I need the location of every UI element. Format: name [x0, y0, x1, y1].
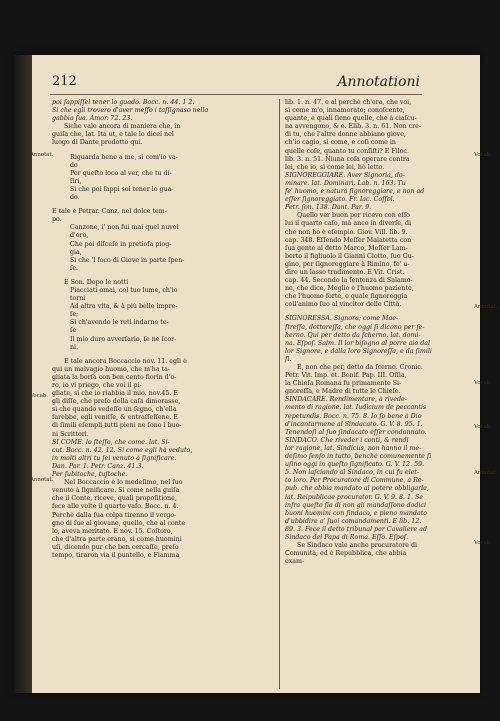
text-line: mento di ragione. lat. Iudicium de peccantis — [285, 404, 427, 412]
text-line: deſimo ſenſo in tutto, benchè comunemente ſi — [285, 453, 432, 461]
text-line: qui un malvagio huomo, che m'ha ta- — [52, 365, 171, 373]
text-line: berto il figliuolo il Gianni Ciotto, ſuo Gu- — [285, 252, 414, 260]
text-line: E tale ancora Boccaccio nov. 11. egli è — [64, 357, 187, 365]
text-line: guiſa che, lat. Ita ut, e tale lo diceí nel — [52, 131, 174, 139]
text-line: che non ho è eſempio. Giov. Vill. lib. 9. — [285, 228, 408, 236]
text-line: lat. Reipublicae procurator. G. V. 9. 8. 1. Se — [285, 493, 424, 501]
text-line: Quello ver buon per ricevo con eſſo — [297, 212, 410, 220]
text-line: ſe — [70, 327, 77, 335]
text-line: torni — [70, 295, 86, 303]
text-line: gliata la borſa con ben cento fiorin d'o- — [52, 373, 177, 381]
text-line: minare. lat. Dominari. Lab. n. 163. Tu — [285, 179, 406, 187]
text-line: gli diſſe, che preſo della caſa dimorasse, — [52, 398, 181, 406]
margin-note: Annotat. — [474, 304, 498, 310]
text-line: repetundis. Bocc. n. 75. 8. Io ſo bene à Dio — [285, 412, 422, 420]
text-line: SI COME. lo ſteſſo, che come. lat. Si- — [52, 438, 170, 446]
text-line: sì che quando vedeſſe un ſegno, ch'ella — [52, 406, 177, 414]
text-line: Riguarda bene a me, sì com'io va- — [70, 153, 178, 161]
text-line: farebbe, egli veniſſe, & entraſſeſſene. E — [52, 414, 178, 422]
text-line: che il Conte, riceve, quali propoſitione, — [52, 495, 177, 503]
margin-note: Vocab. — [474, 380, 493, 386]
text-line: ne, che dice, Meglio è l'huomo paziente, — [285, 285, 414, 293]
text-line: d'ubbidire a' ſuoi comandamenti. E lib. 12. — [285, 517, 422, 525]
text-line: ſe' huomo, e natura ſignoreggiare, e non ad — [285, 188, 425, 196]
text-line: di tu, che l'altre donne abbiano giove, — [285, 131, 406, 139]
text-line: Sì che 'l foco di Giove in parte ſpen- — [70, 256, 185, 264]
text-line: lib. 1. n. 47. e al perchè ch'era, che voi, — [285, 99, 412, 106]
text-line: quelle coſe, quanto tu conſiſti? E Filoc. — [285, 147, 410, 155]
text-line: Sì ch'avendo le reti indarno te- — [70, 319, 169, 327]
text-line: fece alle volte il quarto vaſo. Bocc. n. 4. — [52, 503, 179, 511]
text-line: lo, aveva meritato. E nov. 15. Coſtoro, — [52, 527, 173, 535]
text-line: lui il quarto caſo, mà anco in diverſe, di — [285, 220, 412, 228]
text-line: eſſer ſignoreggiato. Fr. Iac. Coſſol. — [285, 196, 395, 204]
text-line: ro, io vi priego, che voi il pi- — [52, 382, 142, 389]
page-binding-edge — [14, 55, 32, 693]
margin-note: Vocab. — [474, 152, 493, 158]
text-line: Petr. ſon. 138. Dant. Par. 9. — [285, 204, 372, 212]
text-line: Ad altra vita, & à più belle impre- — [70, 303, 178, 311]
text-line: ſe. — [70, 264, 79, 272]
text-line: buoni huomini con ſindaco, e pieno mandato — [285, 509, 428, 517]
text-line: do. — [70, 194, 80, 202]
text-line: Comunità, ed è Repubblica, che abbia — [285, 550, 407, 558]
running-header — [52, 74, 420, 94]
text-line: gabbia ſua. Amor. 72. 23. — [52, 115, 133, 123]
text-line: gno di ſue al giovane, quello, che al conte — [52, 519, 186, 527]
running-title: Annotationi — [337, 74, 420, 90]
text-line: sì come m'o, innamorato; conoſcente, — [285, 107, 405, 115]
margin-note: Vocab. — [474, 540, 493, 546]
text-line: Dan. Par. 1. Petr. Canz. 41.3. — [52, 462, 144, 470]
text-line: Tenendoſi al ſuo ſindacato eſſer condannato. — [285, 428, 427, 436]
text-line: pub. che abbia mandato al potere obbligarle, — [285, 485, 429, 493]
text-line: ni Scrittori. — [52, 430, 89, 438]
text-line: gia, — [70, 248, 82, 256]
margin-note: Vocab. — [30, 393, 49, 399]
text-line: quante, e quali ſieno quelle, che à ciaſcu- — [285, 115, 417, 123]
text-line: ni. — [70, 343, 79, 351]
text-line: cap. 44. Secondo la ſentenza di Salamo- — [285, 277, 413, 285]
text-line: Per ſubitoche, tuſtoche. — [52, 471, 128, 479]
margin-note: Vocab. — [474, 424, 493, 430]
text-line: E tale è Petrar. Canz. nel dolce tem- — [52, 208, 167, 216]
text-line: venuto à ſignificare. Sì come nella guiſa — [52, 487, 180, 495]
header-rule — [50, 94, 422, 95]
text-line: Il mio duro avverſario, ſe ne ſcor- — [70, 335, 177, 343]
right-text-column — [285, 99, 473, 689]
text-line: na. Eſpoſ. Salm. Il lor biſogno al porre aio dal — [285, 339, 431, 347]
text-line: Sì che poi ſappi sol tener lo gua- — [70, 185, 174, 193]
text-line: ſua gente al detto Marco, Meſſer Lam- — [285, 244, 408, 252]
column-divider — [279, 99, 280, 689]
text-line: Canzone, i' non fui mai quel nuvol — [70, 224, 179, 232]
text-line: dire un lasso tradimento. E Vit. Crist. — [285, 268, 405, 276]
text-line: Petr. Vit. Imp. et. Bonif. Pap. III. Oſſia, — [285, 372, 407, 380]
text-line: poi ſappiſſel tener lo guado. Bocc. n. 44. 1 2. — [52, 99, 195, 106]
margin-note: Annotat. — [30, 152, 54, 158]
text-line: gnoreſſa, e Madre di tutte le Chieſe. — [285, 388, 401, 396]
text-line: lei, che io, sì come lei, hò letto. — [285, 163, 385, 171]
text-line: na avvengono, & e. Elib. 3. n. 61. Non cre- — [285, 123, 421, 131]
text-line: ch'io cagio, sì come, e coſi come in — [285, 139, 396, 147]
text-line: luogo di Dante prodotto qui. — [52, 139, 143, 147]
text-line: E Son. Dopo le notti — [64, 278, 129, 286]
text-line: herno. Qui per detto da ſcherno. lat. domi- — [285, 331, 421, 339]
text-line: Nel Boccaccio è lo medeſimo, nel ſuo — [64, 479, 183, 487]
text-line: Siche vale ancora di maniera che, in — [64, 123, 181, 131]
text-line: Se Sindaco vale anche procuratore di — [297, 542, 417, 550]
text-line: Si che egli trovero d'aver meſſo i taſſignaso nella — [52, 107, 209, 115]
text-line: lib. 3. n. 51. Niuna coſa operare contra — [285, 155, 410, 163]
text-line: coll'animo ſuo al vincitor delle Città. — [285, 301, 402, 309]
text-line: exam- — [285, 558, 305, 566]
text-line: in molti altri tu ſei venuto à ſignificare. — [52, 454, 177, 462]
text-line: Perchè dalla ſua colpa tirenno il vergo- — [52, 511, 177, 519]
text-line: ſi. — [285, 355, 292, 363]
text-line: cap. 348. Eſſendo Meſſer Malatetta con — [285, 236, 412, 244]
text-line: to loro. Per Procuratore di Commune, à Re- — [285, 477, 424, 485]
text-line: gliate, sì che io riabbia il mio. nov.45. E — [52, 390, 179, 398]
text-line: Piacciati omai, col tuo lume, ch'io — [70, 286, 178, 294]
text-line: uſi, dicendo pur che ben cercaſſe, preſo — [52, 543, 179, 551]
margin-note: Annotat. — [30, 477, 54, 483]
text-line: di ſimili eſempli tutti pieni ne ſono i buo- — [52, 422, 182, 430]
text-line: d'oro, — [70, 232, 89, 240]
text-line: Che poi diſceſe in pretioſa piog- — [70, 240, 172, 248]
text-line: che d'altra parte erano, si come huomini — [52, 535, 182, 543]
text-line: la Chieſa Romana fu primamente Si- — [285, 380, 402, 388]
text-line: 89. 3. Fece il detto tribunal per Cavaliere ad — [285, 525, 428, 533]
text-line: che l'huomo forte, e quale ſignoreggia — [285, 293, 408, 301]
text-line: Sindaco del Papa di Roma. Eſſo. Eſpoſ. — [285, 533, 409, 541]
text-line: d'incantarmene al Sindacato. G. V. 8. 95. 1. — [285, 420, 423, 428]
text-line: SIGNORESSA. Signora; come Mae- — [285, 315, 399, 323]
text-line: ſtreſſa, dottoreſſa, che oggi ſi dicono per ſe- — [285, 323, 425, 331]
text-line: ſiri, — [70, 177, 82, 185]
text-line: SIGNOREGGIARE. Aver Signoria, do- — [285, 171, 405, 179]
text-line: do — [70, 161, 78, 169]
left-text-column — [52, 99, 240, 689]
text-line: tempo, tiraron via il puntello, e Fiamma — [52, 551, 180, 559]
text-line: cut. Bocc. n. 42. 12. Sì come egli hà veduto, — [52, 446, 193, 454]
text-line: lor ragione, lat. Sindicus, non hanno il me- — [285, 444, 422, 452]
text-line: 5. Non laſciando al Sindaco, in cui fu elet- — [285, 469, 420, 477]
text-line: infra queſto ſia di non gli mandaſſono dodici — [285, 501, 427, 509]
text-line: gino, per ſignoreggiare à Rimino, fe' u- — [285, 260, 410, 268]
text-line: SINDACARE. Rendimentare, à rivede- — [285, 396, 407, 404]
page-number: 212 — [52, 74, 77, 89]
text-line: lor Signore, e dalla loro Signoreſſa, e da ſimili — [285, 347, 432, 355]
text-line: uſino oggi in queſto ſignificato. G. V. 12. 59. — [285, 461, 425, 469]
text-line: E, non che per, detto da ſcerno. Cronic. — [297, 364, 423, 371]
text-line: po. — [52, 216, 62, 224]
margin-note: Annotat. — [474, 470, 498, 476]
text-line: Per queſto loco al ver, che tu di- — [70, 169, 172, 177]
text-line: ſe; — [70, 311, 79, 319]
text-line: SINDACO. Che riveder i conti, & rendi — [285, 436, 409, 444]
